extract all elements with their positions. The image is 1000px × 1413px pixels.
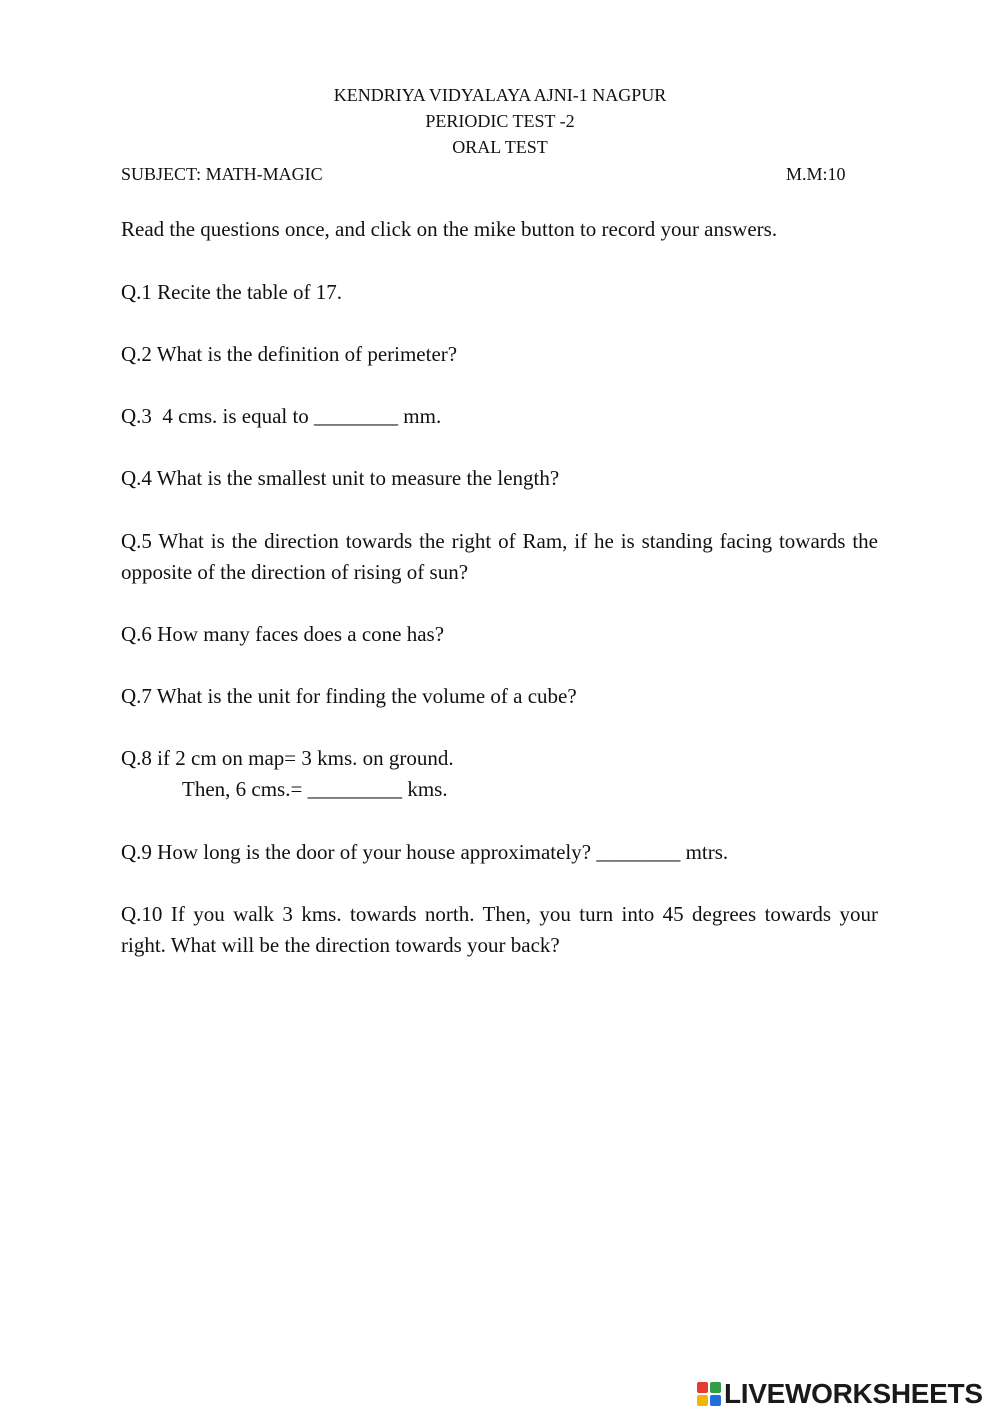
- question-6: Q.6 How many faces does a cone has?: [121, 622, 445, 646]
- question-3: Q.3 4 cms. is equal to ________ mm.: [121, 404, 442, 428]
- question-10: Q.10 If you walk 3 kms. towards north. Then, you turn into 45 degrees towards your right. What will be the direction towards your back?: [121, 902, 878, 957]
- logo-text: LIVEWORKSHEETS: [724, 1378, 983, 1409]
- test-type: ORAL TEST: [452, 137, 548, 157]
- instruction-text: Read the questions once, and click on the mike button to record your answers.: [121, 217, 778, 241]
- logo-square-green: [710, 1382, 721, 1393]
- question-7: Q.7 What is the unit for finding the volume of a cube?: [121, 684, 577, 708]
- question-8: Q.8 if 2 cm on map= 3 kms. on ground.: [121, 746, 454, 770]
- max-marks: M.M:10: [786, 164, 846, 184]
- question-8-answer-line: Then, 6 cms.= _________ kms.: [182, 777, 448, 801]
- liveworksheets-watermark: [697, 1378, 983, 1410]
- question-8-line-2: [121, 774, 878, 805]
- question-9: Q.9 How long is the door of your house approximately? ________ mtrs.: [121, 840, 729, 864]
- question-2: Q.2 What is the definition of perimeter?: [121, 342, 458, 366]
- subject-label: SUBJECT: MATH-MAGIC: [121, 164, 323, 184]
- logo-square-yellow: [697, 1395, 708, 1406]
- test-title: PERIODIC TEST -2: [425, 111, 575, 131]
- logo-square-red: [697, 1382, 708, 1393]
- question-1: Q.1 Recite the table of 17.: [121, 280, 343, 304]
- question-5: Q.5 What is the direction towards the right of Ram, if he is standing facing towards the opposite of the direction of rising of sun?: [121, 529, 878, 584]
- liveworksheets-logo-icon: [697, 1382, 721, 1406]
- question-4: Q.4 What is the smallest unit to measure the length?: [121, 466, 560, 490]
- school-name: KENDRIYA VIDYALAYA AJNI-1 NAGPUR: [333, 85, 667, 105]
- logo-square-blue: [710, 1395, 721, 1406]
